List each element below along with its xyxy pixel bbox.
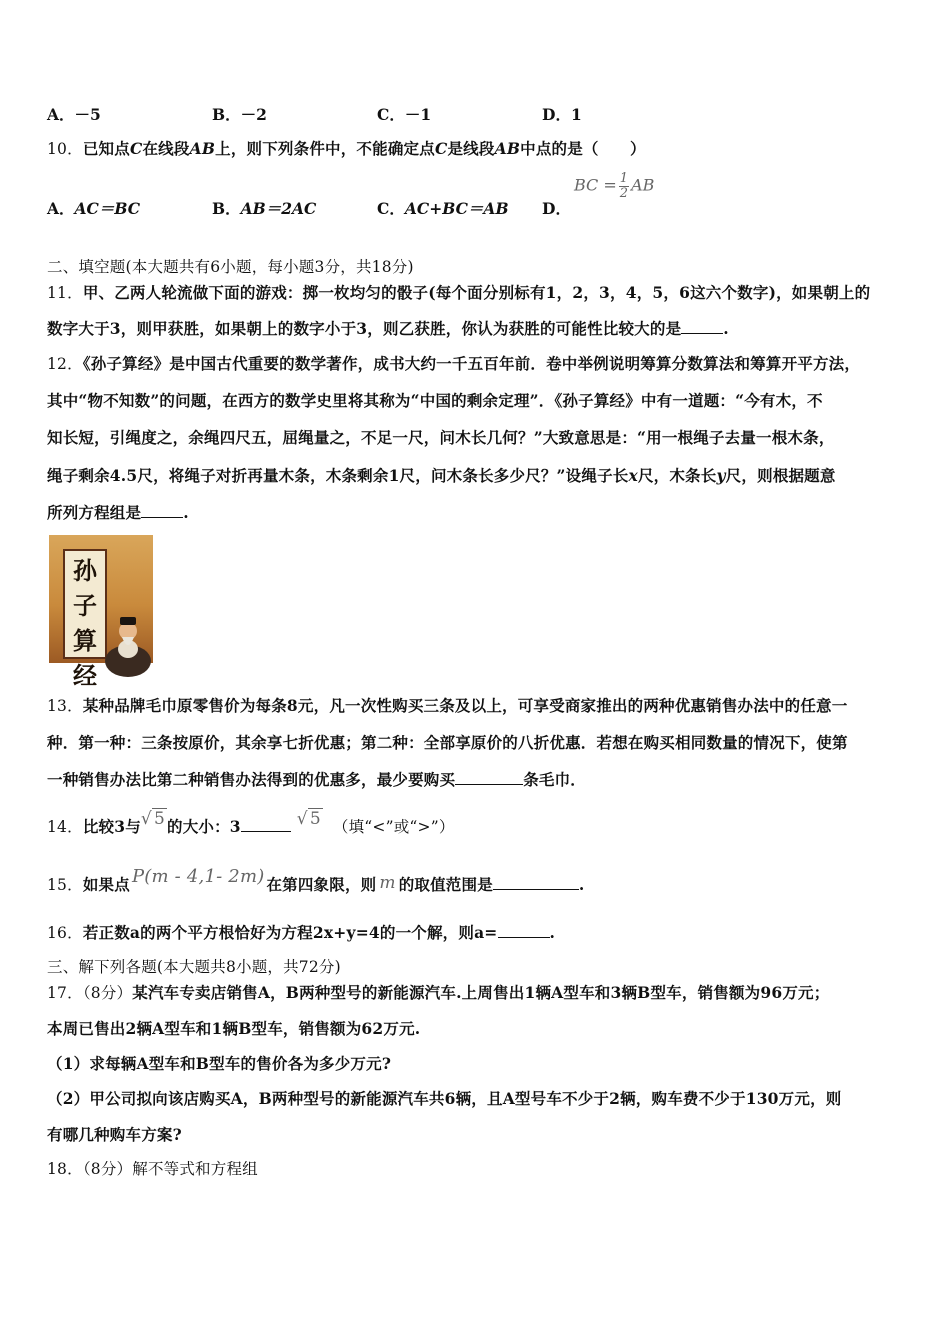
q10-text-3: 上，则下列条件中，不能确定点: [215, 139, 435, 158]
q12-text-5: 所列方程组是: [47, 503, 142, 522]
q14-text-1: 比较3与: [82, 817, 141, 836]
q11-number: 11．: [47, 284, 83, 302]
q11-line-2: [47, 317, 729, 339]
q15-point-expr: P(m - 4,1- 2m): [131, 866, 265, 887]
q12-var-x: x: [628, 466, 638, 485]
q14-number: 14．: [47, 818, 83, 836]
q11-answer-blank[interactable]: [681, 319, 723, 334]
q18-score: （8分）: [82, 1160, 133, 1178]
q17-sub-2-cont: 有哪几种购车方案?: [47, 1125, 182, 1144]
q17-line-2: 本周已售出2辆A型车和1辆B型车，销售额为62万元.: [47, 1019, 421, 1038]
q10-text-5: 中点的是（ ）: [520, 139, 646, 158]
q14-sqrt-2: √ 5: [296, 809, 321, 829]
q12-var-y: y: [716, 466, 726, 485]
q10-d-right: AB: [631, 175, 655, 195]
q14-text-2: 的大小：3: [167, 817, 241, 836]
q17-number: 17．: [47, 984, 83, 1002]
q10-b-expr: AB＝2AC: [240, 199, 317, 218]
q17-line-1: [47, 981, 829, 1003]
q10-text-1: 已知点: [82, 139, 130, 158]
q17-sub-1: （1）求每辆A型车和B型车的售价各为多少万元?: [47, 1054, 392, 1073]
q12-line-2: 其中“物不知数”的问题，在西方的数学史里将其称为“中国的剩余定理”．《孙子算经》中有一道题：“今有木，不: [47, 391, 823, 410]
q12-line-5: [47, 501, 189, 523]
book-title-char-3: 算: [73, 627, 97, 655]
q9-option-b: B．－2: [212, 105, 267, 124]
q10-number: 10．: [47, 140, 83, 158]
q12-text-4b: 尺，木条长: [637, 466, 717, 485]
q10-b-label: B．: [212, 199, 241, 218]
q11-end: .: [723, 319, 729, 338]
q14-radicand-1: 5: [153, 809, 165, 829]
q10-option-b: [212, 197, 316, 219]
q10-a-label: A．: [47, 199, 75, 218]
book-title-char-4: 经: [73, 662, 97, 690]
q13-line-1: [47, 694, 847, 716]
q17-score: （8分）: [82, 984, 133, 1002]
q13-line-2: 种．第一种：三条按原价，其余享七折优惠；第二种：全部享原价的八折优惠．若想在购买相同数量的情况下，使第: [47, 733, 848, 752]
q12-number: 12．: [47, 355, 83, 373]
q15-var-m: m: [379, 873, 396, 893]
q11-text-1: 甲、乙两人轮流做下面的游戏：掷一枚均匀的骰子(每个面分别标有1，2，3，4，5，6这六个数字)，如果朝上的: [82, 283, 871, 302]
q12-line-3: 知长短，引绳度之，余绳四尺五，屈绳量之，不足一尺，问木长几何？”大致意思是：“用一根绳子去量一根木条，: [47, 428, 835, 447]
q14-line: [47, 809, 455, 837]
section-3-heading: 三、解下列各题(本大题共8小题，共72分): [47, 958, 341, 976]
q15-end: .: [578, 875, 585, 894]
q17-text-1: 某汽车专卖店销售A，B两种型号的新能源汽车.上周售出1辆A型车和3辆B型车，销售额为96万元；: [132, 983, 830, 1002]
q10-d-formula: [574, 172, 654, 201]
q18-text: 解不等式和方程组: [132, 1160, 258, 1178]
q13-text-3b: 条毛巾．: [523, 770, 587, 789]
q15-answer-blank[interactable]: [493, 875, 579, 890]
q11-text-2: 数字大于3，则甲获胜，如果朝上的数字小于3，则乙获胜，你认为获胜的可能性比较大的是: [47, 319, 682, 338]
q13-text-3: 一种销售办法比第二种销售办法得到的优惠多，最少要购买: [47, 770, 456, 789]
q18-line: [47, 1157, 258, 1179]
q10-text-4: 是线段: [447, 139, 495, 158]
q10-d-denominator: 2: [619, 186, 629, 201]
q10-c-label: C．: [377, 199, 405, 218]
q10-d-label: D．: [542, 199, 571, 218]
q14-radicand-2: 5: [309, 809, 321, 829]
q16-answer-blank[interactable]: [498, 923, 550, 938]
q12-text-4c: 尺，则根据题意: [725, 466, 836, 485]
q12-answer-blank[interactable]: [141, 503, 183, 518]
q13-text-1: 某种品牌毛巾原零售价为每条8元，凡一次性购买三条及以上，可享受商家推出的两种优惠销售办法中的任意一: [82, 696, 848, 715]
book-title-strip: [63, 549, 107, 690]
q16-end: .: [549, 923, 556, 942]
q13-answer-blank[interactable]: [455, 770, 523, 785]
q10-d-left: BC =: [574, 175, 617, 195]
q12-text-1: 《孙子算经》是中国古代重要的数学著作，成书大约一千五百年前．卷中举例说明筹算分数算法和筹算开平方法，: [82, 354, 861, 373]
q16-line: [47, 921, 555, 943]
q10-var-ab-2: AB: [494, 139, 521, 158]
q10-c-expr: AC+BC＝AB: [404, 199, 509, 218]
q14-sqrt-1: √ 5: [140, 809, 165, 829]
q18-number: 18．: [47, 1160, 83, 1178]
q10-option-a: [47, 197, 140, 219]
q10-text-2: 在线段: [142, 139, 190, 158]
book-title-char-2: 子: [73, 592, 97, 620]
q15-text-3: 的取值范围是: [398, 875, 493, 894]
q13-number: 13．: [47, 697, 83, 715]
q17-sub-2: （2）甲公司拟向该店购买A，B两种型号的新能源汽车共6辆，且A型号车不少于2辆，购车费不少于130万元，则: [47, 1089, 842, 1108]
q12-line-1: [47, 352, 860, 374]
sunzi-suanjing-book-cover: [49, 535, 153, 690]
scholar-portrait-icon: [105, 603, 151, 663]
q15-line: [47, 866, 585, 895]
book-title-char-1: 孙: [73, 557, 97, 585]
q12-end: .: [183, 503, 189, 522]
q9-option-a: A．－5: [47, 105, 101, 124]
q10-option-c: [377, 197, 509, 219]
q10-option-d: [542, 197, 571, 219]
q10-a-expr: AC＝BC: [74, 199, 141, 218]
section-2-heading: 二、填空题(本大题共有6小题，每小题3分，共18分): [47, 258, 414, 276]
q10-var-c-2: C: [434, 139, 448, 158]
q12-text-4a: 绳子剩余4.5尺，将绳子对折再量木条，木条剩余1尺，问木条长多少尺？”设绳子长: [47, 466, 629, 485]
q9-option-d: D．1: [542, 105, 582, 124]
q9-option-c: C．－1: [377, 105, 432, 124]
q15-text-2: 在第四象限，则: [266, 875, 377, 894]
q14-text-3: （填“<”或“>”）: [332, 818, 455, 836]
q14-answer-blank[interactable]: [241, 817, 291, 832]
q16-number: 16．: [47, 924, 83, 942]
q12-line-4: [47, 464, 836, 486]
q15-text-1: 如果点: [82, 875, 130, 894]
question-10-stem: [47, 137, 646, 159]
q10-d-numerator: 1: [619, 171, 629, 186]
q10-var-c: C: [129, 139, 143, 158]
q10-var-ab: AB: [189, 139, 216, 158]
q13-line-3: [47, 768, 586, 790]
q10-d-fraction: [619, 172, 629, 201]
q16-text: 若正数a的两个平方根恰好为方程2x+y=4的一个解，则a=: [82, 923, 498, 942]
q11-line-1: [47, 281, 870, 303]
q15-number: 15．: [47, 876, 83, 894]
